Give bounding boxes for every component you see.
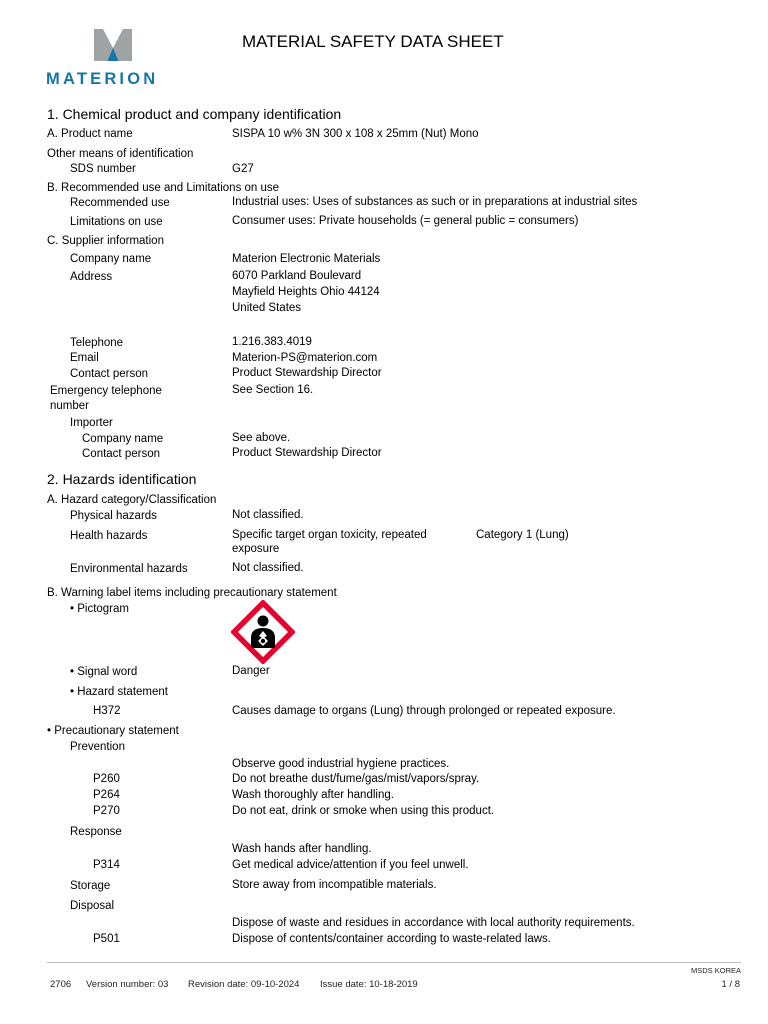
sds-number-label: SDS number: [70, 163, 136, 175]
product-name-label: A. Product name: [47, 128, 133, 140]
recommended-use-heading: B. Recommended use and Limitations on use: [47, 182, 280, 194]
importer-company-label: Company name: [82, 433, 164, 445]
disposal-label: Disposal: [70, 900, 115, 912]
limitations-label: Limitations on use: [70, 216, 163, 228]
prevention-code: P270: [93, 805, 120, 817]
address-line-3: United States: [232, 302, 302, 314]
warning-label-heading: B. Warning label items including precautionary statement: [47, 587, 337, 599]
response-general-text: Wash hands after handling.: [232, 843, 372, 855]
footer-revision-date: Revision date: 09-10-2024: [188, 979, 300, 990]
signal-word-value: Danger: [232, 665, 270, 677]
company-name-label: Company name: [70, 253, 152, 265]
telephone-value: 1.216.383.4019: [232, 336, 312, 348]
company-name-value: Materion Electronic Materials: [232, 253, 381, 265]
response-label: Response: [70, 826, 122, 838]
hazard-category-heading: A. Hazard category/Classification: [47, 494, 217, 506]
other-means-label: Other means of identification: [47, 148, 194, 160]
emergency-value: See Section 16.: [232, 384, 314, 396]
importer-company-value: See above.: [232, 432, 291, 444]
importer-contact-label: Contact person: [82, 448, 160, 460]
footer-doc-id: 2706: [50, 979, 72, 990]
footer-region: MSDS KOREA: [690, 966, 741, 975]
prevention-text: Wash thoroughly after handling.: [232, 789, 394, 801]
materion-logo-text: MATERION: [46, 70, 159, 88]
prevention-code: P264: [93, 789, 120, 801]
response-code: P314: [93, 859, 120, 871]
prevention-text: Do not eat, drink or smoke when using this product.: [232, 805, 495, 817]
sds-number-value: G27: [232, 163, 254, 175]
health-hazards-category: Category 1 (Lung): [476, 529, 569, 541]
importer-contact-value: Product Stewardship Director: [232, 447, 382, 459]
health-hazards-value-line-1: Specific target organ toxicity, repeated: [232, 529, 427, 541]
prevention-code: P260: [93, 773, 120, 785]
prevention-text: Do not breathe dust/fume/gas/mist/vapors/spray.: [232, 773, 480, 785]
disposal-text: Dispose of contents/container according to waste-related laws.: [232, 933, 551, 945]
footer-divider: [47, 962, 741, 963]
storage-label: Storage: [70, 880, 111, 892]
product-name-value: SISPA 10 w% 3N 300 x 108 x 25mm (Nut) Mono: [232, 128, 479, 140]
contact-person-label: Contact person: [70, 368, 148, 380]
environmental-hazards-label: Environmental hazards: [70, 563, 188, 575]
footer-version: Version number: 03: [86, 979, 169, 990]
telephone-label: Telephone: [70, 337, 124, 349]
supplier-heading: C. Supplier information: [47, 235, 164, 247]
health-hazards-value-line-2: exposure: [232, 543, 280, 555]
precautionary-statement-label: • Precautionary statement: [47, 725, 179, 737]
address-line-2: Mayfield Heights Ohio 44124: [232, 286, 380, 298]
document-title: MATERIAL SAFETY DATA SHEET: [242, 32, 504, 51]
email-value: Materion-PS@materion.com: [232, 352, 378, 364]
address-line-1: 6070 Parkland Boulevard: [232, 270, 362, 282]
environmental-hazards-value: Not classified.: [232, 562, 304, 574]
physical-hazards-label: Physical hazards: [70, 510, 157, 522]
signal-word-label: • Signal word: [70, 666, 138, 678]
materion-logo-mark-icon: [94, 29, 132, 61]
health-hazard-pictogram-icon: [231, 600, 295, 664]
disposal-general-text: Dispose of waste and residues in accordance with local authority requirements.: [232, 917, 635, 929]
hazard-statement-label: • Hazard statement: [70, 686, 168, 698]
emergency-label-line-2: number: [50, 400, 89, 412]
prevention-label: Prevention: [70, 741, 125, 753]
hazard-statement-text: Causes damage to organs (Lung) through prolonged or repeated exposure.: [232, 705, 616, 717]
recommended-use-label: Recommended use: [70, 197, 170, 209]
contact-person-value: Product Stewardship Director: [232, 367, 382, 379]
section-2-title: 2. Hazards identification: [47, 471, 197, 487]
recommended-use-value: Industrial uses: Uses of substances as such or in preparations at industrial sites: [232, 196, 638, 208]
emergency-label-line-1: Emergency telephone: [50, 385, 162, 397]
email-label: Email: [70, 352, 99, 364]
pictogram-label: • Pictogram: [70, 603, 129, 615]
physical-hazards-value: Not classified.: [232, 509, 304, 521]
response-text: Get medical advice/attention if you feel unwell.: [232, 859, 469, 871]
prevention-general-text: Observe good industrial hygiene practices.: [232, 758, 450, 770]
address-label: Address: [70, 271, 113, 283]
section-1-title: 1. Chemical product and company identification: [47, 106, 342, 122]
storage-value: Store away from incompatible materials.: [232, 879, 437, 891]
health-hazards-label: Health hazards: [70, 530, 148, 542]
footer-page-number: 1 / 8: [721, 979, 740, 990]
limitations-value: Consumer uses: Private households (= general public = consumers): [232, 215, 579, 227]
disposal-code: P501: [93, 933, 120, 945]
footer-issue-date: Issue date: 10-18-2019: [320, 979, 418, 990]
hazard-code: H372: [93, 705, 121, 717]
importer-label: Importer: [70, 417, 113, 429]
